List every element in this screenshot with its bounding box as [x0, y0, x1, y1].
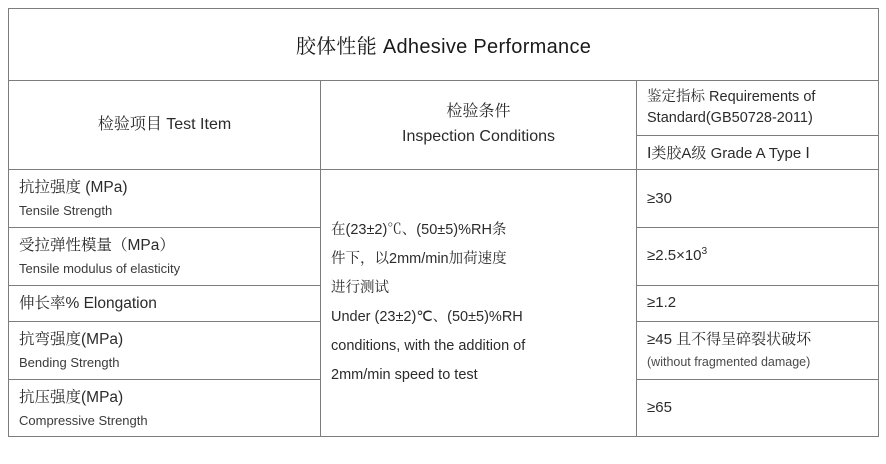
requirement-main: ≥45 且不得呈碎裂状破坏: [647, 331, 812, 349]
test-item-cell: [9, 321, 321, 379]
table-row: [9, 170, 879, 228]
condition-line-6: 2mm/min speed to test: [331, 367, 478, 384]
test-item-cell: [9, 379, 321, 437]
condition-line-4: Under (23±2)℃、(50±5)%RH: [331, 309, 523, 326]
requirement-main: ≥65: [647, 399, 672, 417]
requirement-sub: (without fragmented damage): [647, 354, 811, 369]
adhesive-performance-table: [8, 8, 879, 437]
test-item-cn: 抗弯强度(MPa): [19, 330, 124, 348]
requirement-cell: [637, 227, 879, 285]
test-item-en: Compressive Strength: [19, 412, 148, 428]
condition-line-5: conditions, with the addition of: [331, 338, 526, 355]
header-test-item: 检验项目 Test Item: [9, 81, 321, 170]
condition-line-1: 在(23±2)℃、(50±5)%RH条: [331, 222, 507, 239]
header-inspection-conditions: [321, 81, 637, 170]
test-item-en: Tensile modulus of elasticity: [19, 261, 181, 277]
header-grade: Ⅰ类胶A级 Grade A Type Ⅰ: [637, 136, 879, 170]
requirement-exponent: 3: [701, 246, 708, 258]
requirement-cell: [637, 285, 879, 321]
test-item-cell: [9, 285, 321, 321]
requirement-main-wrap: [647, 245, 868, 267]
test-item-cn: 伸长率% Elongation: [19, 294, 157, 312]
requirement-cell: [637, 379, 879, 437]
test-item-cn: 抗压强度(MPa): [19, 388, 124, 406]
test-item-cn: 抗拉强度 (MPa): [19, 179, 128, 197]
test-item-cn: 受拉弹性模量（MPa）: [19, 236, 175, 254]
condition-line-3: 进行测试: [331, 280, 389, 297]
test-item-cell: [9, 227, 321, 285]
header-requirements-line2: Standard(GB50728-2011): [647, 110, 813, 127]
requirement-main: ≥30: [647, 189, 672, 207]
test-item-en: Bending Strength: [19, 355, 120, 371]
table-header-row-1: [9, 81, 879, 136]
header-inspection-conditions-cn: 检验条件: [446, 103, 511, 121]
condition-line-2: 件下，以2mm/min加荷速度: [331, 251, 507, 268]
test-item-en: Tensile Strength: [19, 203, 113, 219]
requirement-cell: [637, 170, 879, 228]
test-item-cell: [9, 170, 321, 228]
inspection-conditions-cell: [321, 170, 637, 437]
header-inspection-conditions-en: Inspection Conditions: [402, 128, 555, 146]
page-title: 胶体性能 Adhesive Performance: [9, 9, 879, 81]
requirement-main: ≥2.5×10: [647, 247, 702, 265]
requirement-main: ≥1.2: [647, 294, 677, 312]
adhesive-performance-sheet: [0, 8, 886, 464]
table-title-row: [9, 9, 879, 81]
header-requirements: [637, 81, 879, 136]
requirement-cell: [637, 321, 879, 379]
header-requirements-line1: 鉴定指标 Requirements of: [647, 89, 816, 105]
